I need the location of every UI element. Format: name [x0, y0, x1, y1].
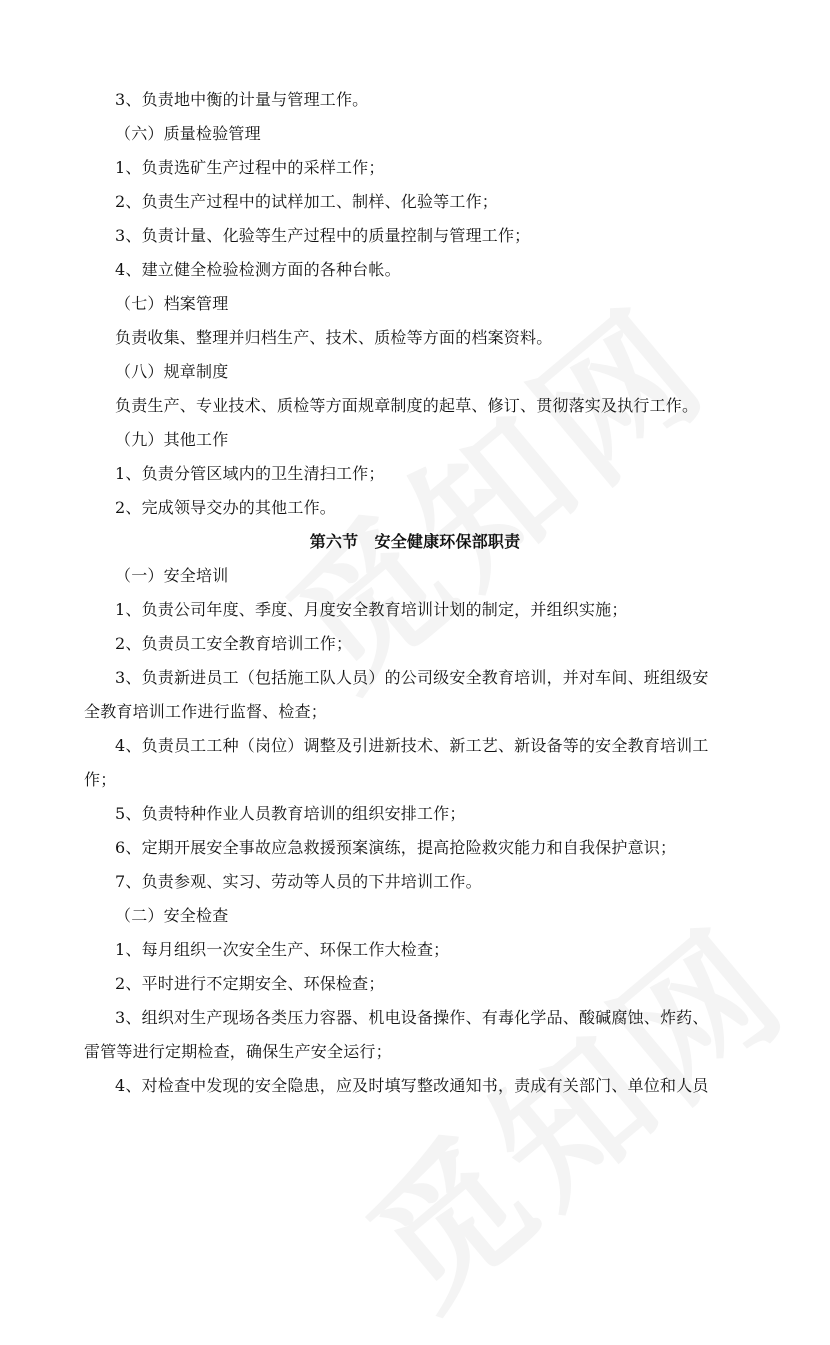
list-item: 4、负责员工工种（岗位）调整及引进新技术、新工艺、新设备等的安全教育培训工: [115, 736, 709, 755]
list-item: 1、负责选矿生产过程中的采样工作；: [115, 158, 385, 177]
section-heading: （八）规章制度: [115, 362, 229, 381]
section-heading: （七）档案管理: [115, 294, 229, 313]
section-heading: （二）安全检查: [115, 906, 229, 925]
list-item: 3、负责地中衡的计量与管理工作。: [115, 90, 369, 109]
paragraph: 负责收集、整理并归档生产、技术、质检等方面的档案资料。: [115, 328, 553, 347]
list-item: 5、负责特种作业人员教育培训的组织安排工作；: [115, 804, 466, 823]
list-item-continuation: 雷管等进行定期检查，确保生产安全运行；: [84, 1042, 392, 1061]
list-item: 2、负责员工安全教育培训工作；: [115, 634, 353, 653]
list-item: 2、完成领导交办的其他工作。: [115, 498, 336, 517]
list-item: 4、对检查中发现的安全隐患，应及时填写整改通知书，责成有关部门、单位和人员: [115, 1076, 709, 1095]
list-item: 2、平时进行不定期安全、环保检查；: [115, 974, 385, 993]
list-item: 2、负责生产过程中的试样加工、制样、化验等工作；: [115, 192, 498, 211]
list-item: 3、负责新进员工（包括施工队人员）的公司级安全教育培训，并对车间、班组级安: [115, 668, 709, 687]
list-item: 4、建立健全检验检测方面的各种台帐。: [115, 260, 401, 279]
list-item: 3、负责计量、化验等生产过程中的质量控制与管理工作；: [115, 226, 531, 245]
list-item: 1、负责公司年度、季度、月度安全教育培训计划的制定，并组织实施；: [115, 600, 628, 619]
paragraph: 负责生产、专业技术、质检等方面规章制度的起草、修订、贯彻落实及执行工作。: [115, 396, 699, 415]
list-item: 3、组织对生产现场各类压力容器、机电设备操作、有毒化学品、酸碱腐蚀、炸药、: [115, 1008, 709, 1027]
list-item: 7、负责参观、实习、劳动等人员的下井培训工作。: [115, 872, 482, 891]
list-item-continuation: 全教育培训工作进行监督、检查；: [84, 702, 328, 721]
list-item: 1、负责分管区域内的卫生清扫工作；: [115, 464, 385, 483]
chapter-title: 第六节 安全健康环保部职责: [309, 532, 521, 551]
list-item-continuation: 作；: [84, 770, 117, 789]
list-item: 1、每月组织一次安全生产、环保工作大检查；: [115, 940, 450, 959]
list-item: 6、定期开展安全事故应急救援预案演练，提高抢险救灾能力和自我保护意识；: [115, 838, 677, 857]
section-heading: （六）质量检验管理: [115, 124, 261, 143]
section-heading: （九）其他工作: [115, 430, 229, 449]
section-heading: （一）安全培训: [115, 566, 229, 585]
